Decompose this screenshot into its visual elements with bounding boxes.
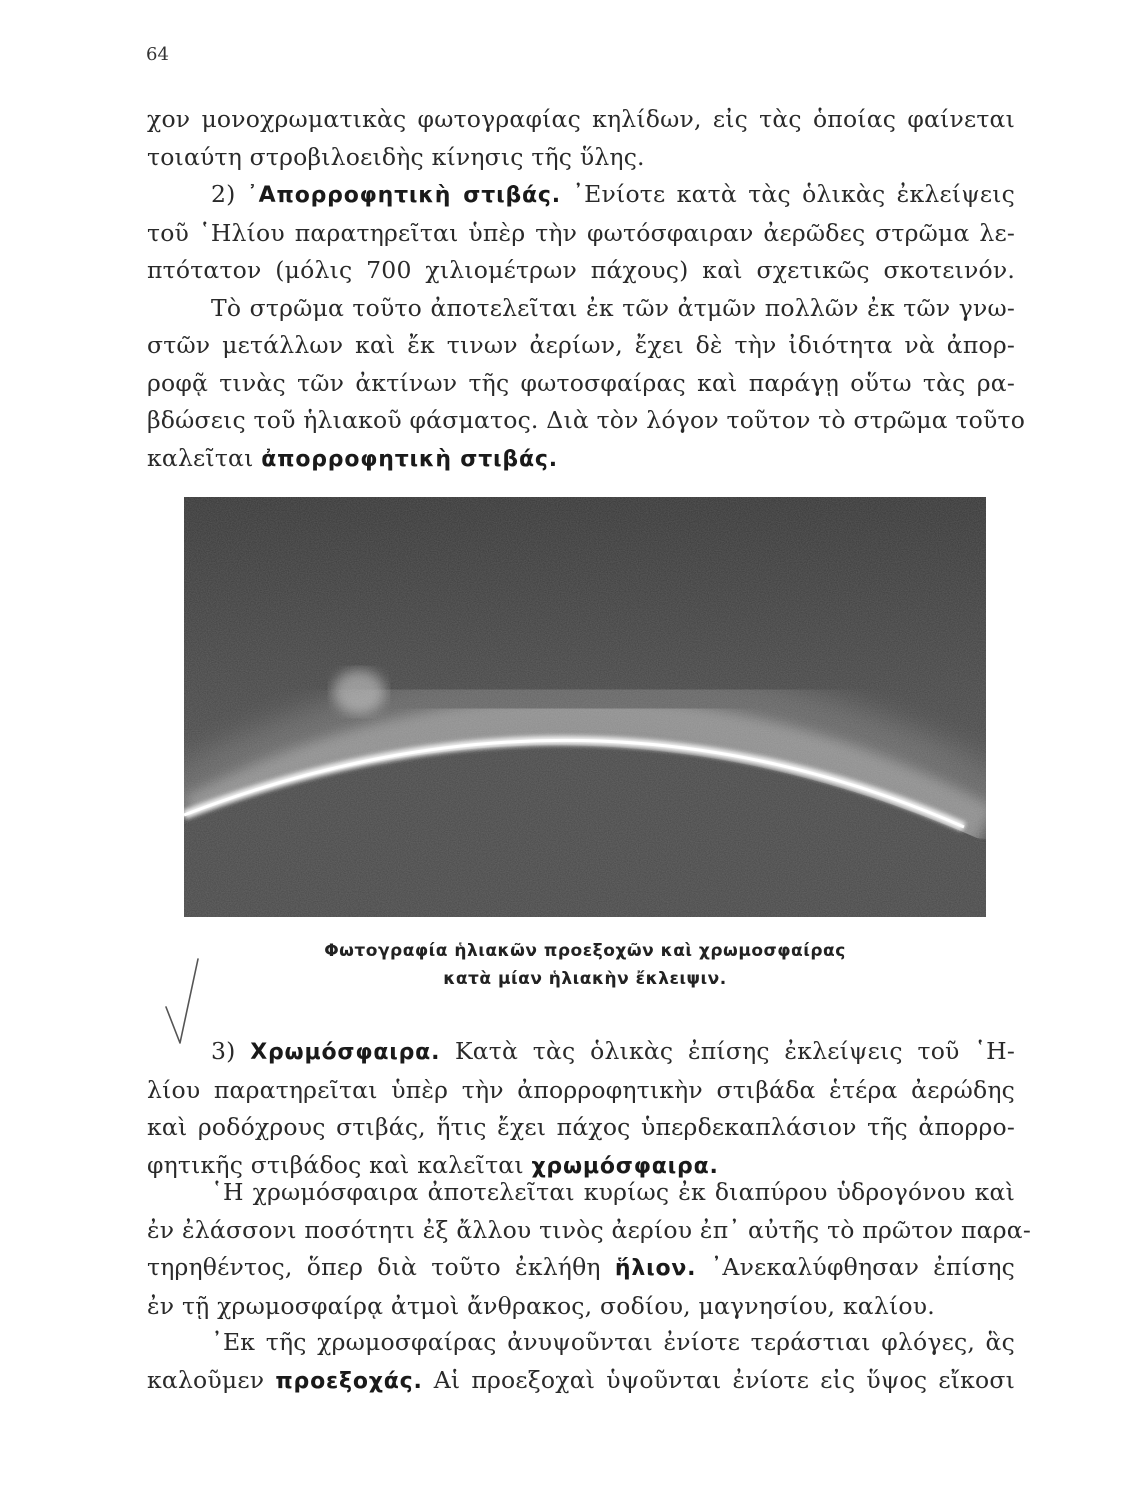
text-line: πτότατον (μόλις 700 χιλιομέτρων πάχους) καὶ σχετικῶς σκοτεινόν. xyxy=(147,256,1015,284)
page-number: 64 xyxy=(146,44,169,65)
text-fragment: καλοῦμεν xyxy=(147,1365,265,1394)
text-line: ροφᾷ τινὰς τῶν ἀκτίνων τῆς φωτοσφαίρας καὶ παράγῃ οὕτω τὰς ρα- xyxy=(147,368,1015,397)
term-bold: προεξοχάς. xyxy=(275,1368,423,1394)
text-fragment: καλεῖται xyxy=(147,443,254,472)
paragraph-prominences xyxy=(147,1324,1015,1400)
text-line: τοιαύτη στροβιλοειδὴς κίνησις τῆς ὕλης. xyxy=(147,142,645,171)
text-line: βδώσεις τοῦ ἡλιακοῦ φάσματος. Διὰ τὸν λόγον τοῦτον τὸ στρῶμα τοῦτο xyxy=(147,406,1026,434)
eclipse-photograph xyxy=(184,497,986,917)
term-bold: ἥλιον. xyxy=(614,1256,697,1281)
text-line: καὶ ροδόχρους στιβάς, ἥτις ἔχει πάχος ὑπερδεκαπλάσιον τῆς ἀπορρο- xyxy=(147,1113,1015,1141)
text-line xyxy=(147,1249,1015,1288)
caption-line: κατὰ μίαν ἡλιακὴν ἔκλειψιν. xyxy=(443,969,727,989)
section-heading: Χρωμόσφαιρα. xyxy=(250,1040,441,1065)
text-fragment: Κατὰ τὰς ὁλικὰς ἐπίσης ἐκλείψεις τοῦ ῾Η- xyxy=(454,1037,1016,1065)
text-line: τοῦ ῾Ηλίου παρατηρεῖται ὑπὲρ τὴν φωτόσφαιραν ἀερῶδες στρῶμα λε- xyxy=(147,218,1015,247)
section-number: 2) xyxy=(211,180,236,208)
caption-line: Φωτογραφία ἡλιακῶν προεξοχῶν καὶ χρωμοσφαίρας xyxy=(324,941,846,961)
section-heading: ᾽Απορροφητικὴ στιβάς. xyxy=(246,183,561,208)
text-line: ᾽Εκ τῆς χρωμοσφαίρας ἀνυψοῦνται ἐνίοτε τεράστιαι φλόγες, ἃς xyxy=(211,1328,1015,1356)
section-heading-line xyxy=(147,1033,1015,1072)
text-line: ἐν τῇ χρωμοσφαίρᾳ ἀτμοὶ ἄνθρακος, σοδίου, μαγνησίου, καλίου. xyxy=(147,1291,935,1320)
term-bold: ἀπορροφητικὴ στιβάς. xyxy=(261,446,558,472)
text-line: λίου παρατηρεῖται ὑπὲρ τὴν ἀπορροφητικὴν στιβάδα ἑτέρα ἀερώδης xyxy=(147,1075,1015,1104)
text-fragment: τηρηθέντος, ὅπερ διὰ τοῦτο ἐκλήθη xyxy=(147,1253,601,1281)
text-line: στῶν μετάλλων καὶ ἔκ τινων ἀερίων, ἔχει δὲ τὴν ἰδιότητα νὰ ἀπορ- xyxy=(147,331,1015,359)
text-fragment: ᾽Ενίοτε κατὰ τὰς ὁλικὰς ἐκλείψεις xyxy=(572,180,1016,208)
text-line xyxy=(147,1362,1015,1401)
section-chromosphere xyxy=(147,1033,1015,1185)
text-fragment: ᾽Ανεκαλύφθησαν ἐπίσης xyxy=(710,1253,1015,1281)
text-line: Τὸ στρῶμα τοῦτο ἀποτελεῖται ἐκ τῶν ἀτμῶν πολλῶν ἐκ τῶν γνω- xyxy=(211,293,1015,322)
text-line: χον μονοχρωματικὰς φωτογραφίας κηλίδων, εἰς τὰς ὁποίας φαίνεται xyxy=(147,105,1015,133)
text-line xyxy=(147,440,1015,479)
text-fragment: Αἱ προεξοχαὶ ὑψοῦνται ἐνίοτε εἰς ὕψος εἴκοσι xyxy=(433,1365,1016,1394)
eclipse-image xyxy=(184,497,986,917)
section-absorbing-layer xyxy=(147,176,1026,478)
section-number: 3) xyxy=(211,1037,236,1065)
term-bold: χρωμόσφαιρα. xyxy=(531,1153,719,1179)
text-line: ῾Η χρωμόσφαιρα ἀποτελεῖται κυρίως ἐκ διαπύρου ὑδρογόνου καὶ xyxy=(211,1178,1015,1206)
paragraph-continuation xyxy=(147,101,1015,176)
figure-caption xyxy=(184,937,986,993)
text-fragment: φητικῆς στιβάδος καὶ καλεῖται xyxy=(147,1150,524,1179)
text-line: ἐν ἐλάσσονι ποσότητι ἐξ ἄλλου τινὸς ἀερίου ἐπ᾽ αὐτῆς τὸ πρῶτον παρα- xyxy=(147,1215,1031,1244)
section-heading-line xyxy=(147,176,1015,215)
paragraph-helium xyxy=(147,1174,1031,1325)
